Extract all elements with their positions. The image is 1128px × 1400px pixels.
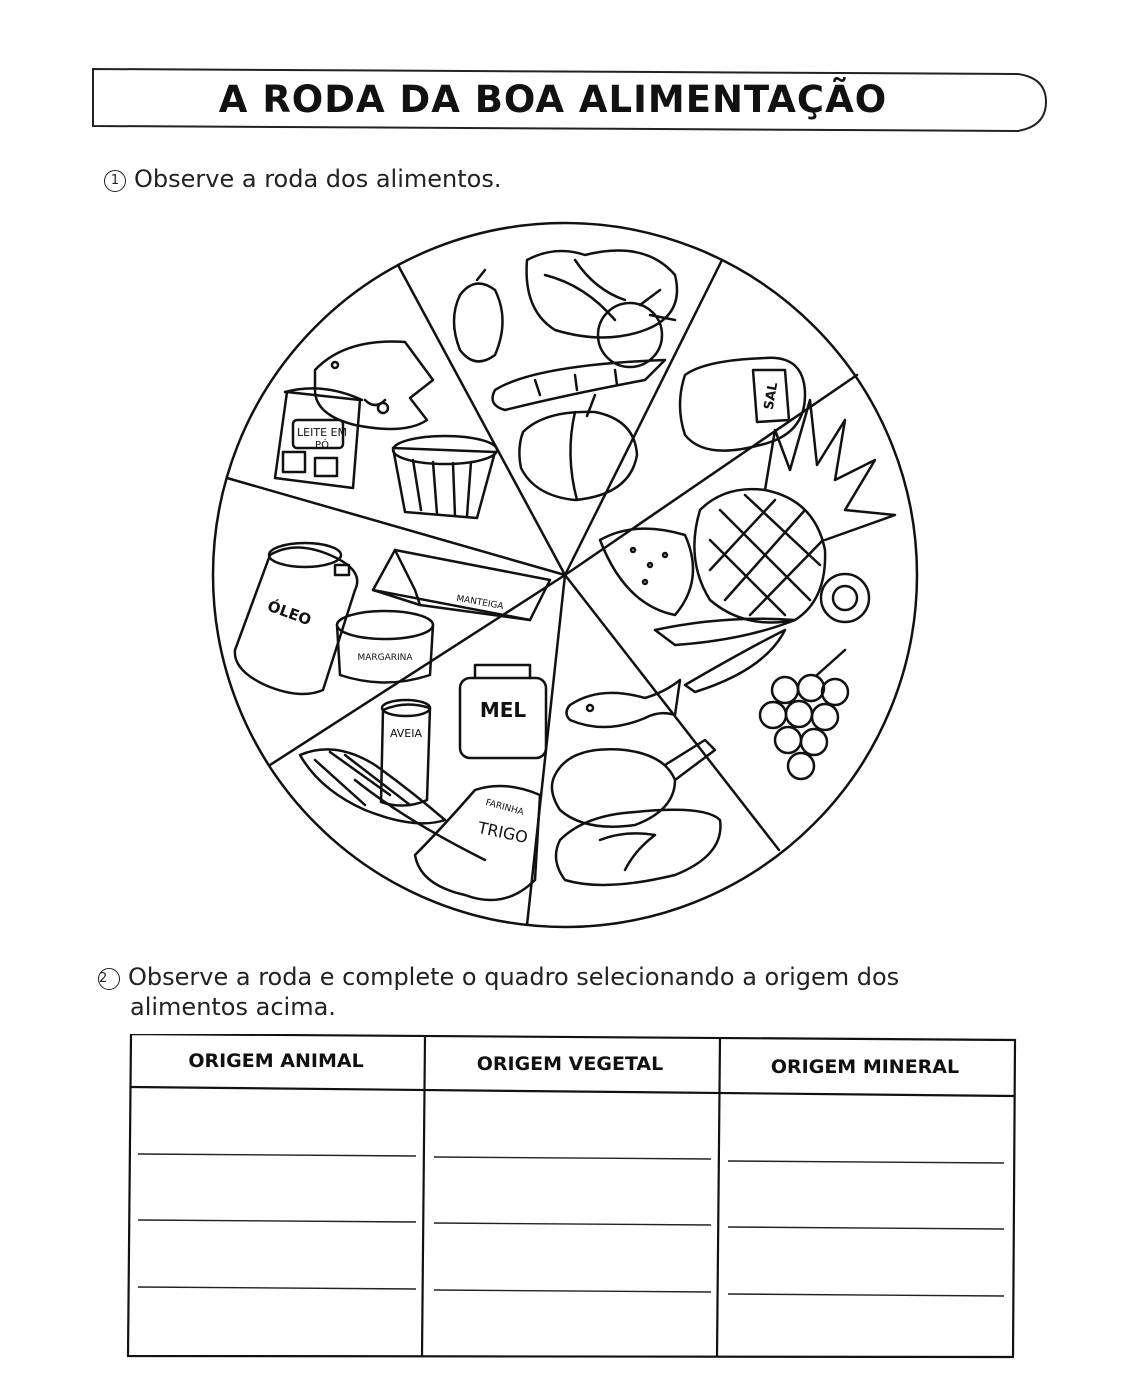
tomato-icon: [598, 290, 675, 367]
cheese-icon: [315, 342, 433, 429]
fish-icon: [567, 680, 681, 727]
milk-label: LEITE EM: [297, 426, 347, 439]
question-2-text-line1: Observe a roda e complete o quadro selecionando a origem dos: [128, 963, 900, 991]
question-2-text-line2: alimentos acima.: [130, 993, 336, 1021]
salt-bag-icon: [680, 358, 805, 451]
grapes-icon: [760, 650, 848, 779]
answer-line-animal-2[interactable]: [138, 1220, 416, 1222]
pineapple-icon: [694, 400, 895, 623]
header-mineral: ORIGEM MINERAL: [770, 1056, 960, 1078]
answer-line-animal-3[interactable]: [138, 1287, 416, 1289]
margarine-label: MARGARINA: [357, 653, 413, 663]
question-2-number: 2: [98, 968, 120, 990]
oil-label: ÓLEO: [264, 596, 314, 630]
question-1-text: Observe a roda dos alimentos.: [134, 165, 502, 193]
salt-label: SAL: [761, 381, 782, 412]
carrot-icon: [493, 360, 665, 410]
butter-label: MANTEIGA: [455, 593, 505, 613]
wheat-label: TRIGO: [476, 817, 530, 848]
yogurt-cup-icon: [393, 436, 497, 518]
food-wheel: [205, 220, 925, 940]
answer-line-vegetal-1[interactable]: [434, 1157, 711, 1159]
question-1: [104, 165, 501, 193]
answer-line-mineral-3[interactable]: [728, 1294, 1004, 1296]
answer-line-mineral-1[interactable]: [728, 1161, 1004, 1163]
page-title: A RODA DA BOA ALIMENTAÇÃO: [218, 78, 888, 121]
answer-line-vegetal-2[interactable]: [434, 1223, 711, 1225]
chicken-icon: [552, 740, 715, 827]
butter-icon: [373, 550, 550, 620]
question-2: [98, 962, 1026, 1022]
origin-table: [126, 1034, 1026, 1364]
answer-line-animal-1[interactable]: [138, 1154, 416, 1156]
oats-label: AVEIA: [389, 727, 423, 740]
header-vegetal: ORIGEM VEGETAL: [476, 1053, 664, 1075]
margarine-tub-icon: [337, 611, 433, 683]
header-animal: ORIGEM ANIMAL: [188, 1050, 364, 1072]
milk-label-po: PÓ: [315, 440, 329, 451]
answer-lines[interactable]: [138, 1154, 1004, 1296]
answer-line-mineral-2[interactable]: [728, 1227, 1004, 1229]
pepper-icon: [454, 270, 503, 361]
flour-label: FARINHA: [484, 798, 525, 818]
answer-line-vegetal-3[interactable]: [434, 1290, 711, 1292]
honey-label: MEL: [479, 698, 527, 722]
pumpkin-icon: [519, 395, 637, 500]
question-1-number: 1: [104, 170, 126, 192]
orange-icon: [821, 574, 869, 622]
